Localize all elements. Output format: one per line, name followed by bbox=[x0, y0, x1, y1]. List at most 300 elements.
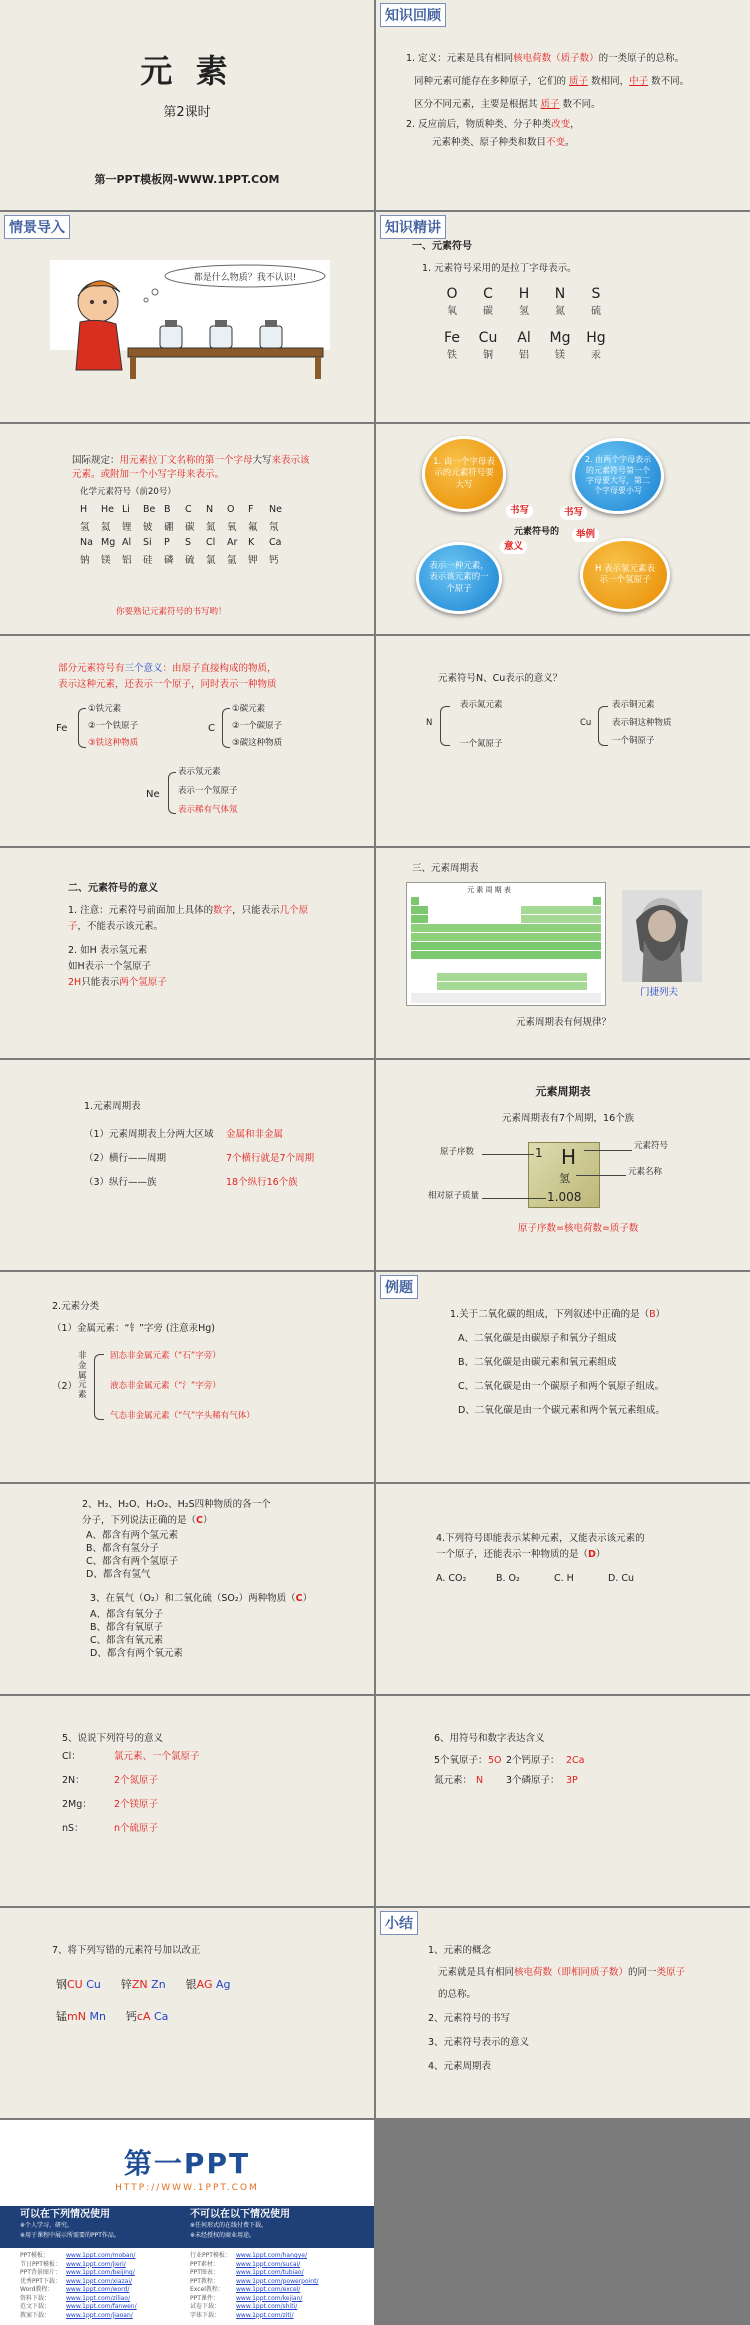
link-url[interactable]: www.1ppt.com/jieri/ bbox=[66, 2260, 126, 2268]
element-symbol: He bbox=[101, 504, 114, 515]
link-url[interactable]: www.1ppt.com/jiaoan/ bbox=[66, 2311, 133, 2319]
cannot-title: 不可以在以下情况使用 bbox=[190, 2209, 290, 2220]
intro-line-2: 表示这种元素，还表示一个原子，同时表示一种物质 bbox=[58, 679, 277, 690]
correct-symbol: Zn bbox=[151, 1978, 166, 1991]
slide-classification bbox=[0, 1272, 374, 1482]
ne-symbol: Ne bbox=[146, 789, 160, 800]
group-label: （3）纵行——族 bbox=[84, 1177, 157, 1188]
summary-def-end: 的总称。 bbox=[438, 1989, 477, 2000]
cl-answer: 氯元素、一个氯原子 bbox=[114, 1751, 200, 1762]
nitrogen-answer: N bbox=[476, 1775, 484, 1786]
link-label: 范文下载： bbox=[20, 2303, 51, 2310]
highlight: 或附加一个小写字母来表示。 bbox=[100, 469, 225, 480]
definition-line bbox=[406, 52, 684, 66]
label-symbol: 元素符号 bbox=[634, 1141, 669, 1151]
answer: C bbox=[295, 1593, 303, 1604]
element-symbol: Ar bbox=[227, 537, 238, 548]
slide-periodic-cell bbox=[376, 1060, 750, 1270]
conservation-line bbox=[432, 136, 575, 150]
slide-brand-ad bbox=[0, 2120, 374, 2325]
nonmetal-brace bbox=[94, 1354, 104, 1420]
link-row bbox=[20, 2252, 360, 2261]
keyword-meaning: 意义 bbox=[500, 540, 527, 554]
gas-nonmetal: 气态非金属元素（“气”字头稀有气体） bbox=[110, 1411, 255, 1421]
element-name: 铍 bbox=[143, 522, 153, 533]
fe-brace bbox=[78, 708, 86, 748]
element-name: 铁 bbox=[447, 350, 457, 361]
text: 国际规定： bbox=[72, 455, 120, 466]
slide-exercise-4 bbox=[376, 1484, 750, 1694]
element-name: 氧 bbox=[447, 306, 457, 317]
ne-meaning-1: 表示氖元素 bbox=[178, 767, 221, 777]
element-name: 锰 bbox=[56, 2010, 67, 2023]
answer-blank: 质子 bbox=[569, 76, 589, 87]
element-name: 钢 bbox=[56, 1978, 67, 1991]
symbol: Mg bbox=[549, 330, 571, 346]
site-footer: 第一PPT模板网-WWW.1PPT.COM bbox=[94, 173, 280, 186]
link-label: PPT素材： bbox=[190, 2260, 219, 2268]
link-url[interactable]: www.1ppt.com/tubiao/ bbox=[236, 2269, 304, 2276]
q4-option-a: A. CO₂ bbox=[436, 1573, 467, 1584]
symbol: Fe bbox=[444, 330, 460, 346]
element-name: 锌 bbox=[120, 1978, 132, 1991]
element-name: 氮 bbox=[206, 522, 216, 533]
q3-option-d: D、都含有两个氧元素 bbox=[90, 1648, 183, 1659]
usage-banner bbox=[0, 2206, 374, 2248]
text: 。 bbox=[565, 137, 575, 148]
oxygen-answer: 5O bbox=[488, 1755, 502, 1766]
fe-meaning-1: ①铁元素 bbox=[88, 704, 122, 714]
summary-2: 2、元素符号的书写 bbox=[428, 2013, 511, 2024]
highlight: 两个氢原子 bbox=[119, 977, 167, 988]
symbol: Al bbox=[517, 330, 531, 346]
link-row bbox=[20, 2269, 360, 2278]
main-title: 元 素 bbox=[140, 52, 234, 90]
q4-option-b: B. O₂ bbox=[496, 1573, 520, 1584]
correction-item bbox=[56, 2008, 106, 2024]
element-name: 硅 bbox=[143, 555, 153, 566]
text: ：由原子直接构成的物质， bbox=[162, 663, 277, 674]
highlight: 子 bbox=[68, 921, 78, 932]
element-symbol: B bbox=[164, 504, 171, 515]
section-head: 一、元素符号 bbox=[412, 241, 472, 252]
label-atomic-mass: 相对原子质量 bbox=[428, 1191, 480, 1201]
link-row bbox=[20, 2278, 360, 2287]
equation: 原子序数=核电荷数=质子数 bbox=[518, 1223, 639, 1234]
liquid-nonmetal: 液态非金属元素（“氵”字旁） bbox=[110, 1381, 221, 1391]
section-tag: 情景导入 bbox=[4, 215, 70, 239]
table-head: 化学元素符号（前20号） bbox=[80, 487, 176, 497]
link-label: 资料下载： bbox=[20, 2294, 51, 2302]
text: 1.关于二氧化碳的组成，下列叙述中正确的是（ bbox=[450, 1309, 650, 1320]
link-url[interactable]: www.1ppt.com/sucai/ bbox=[236, 2260, 301, 2268]
highlight: 2H bbox=[68, 977, 82, 988]
label-name: 元素名称 bbox=[628, 1167, 663, 1177]
region-label: （1）元素周期表上分两大区域 bbox=[84, 1129, 214, 1140]
link-url[interactable]: www.1ppt.com/shiti/ bbox=[236, 2303, 298, 2310]
q4-option-d: D. Cu bbox=[608, 1573, 635, 1584]
rule-line-2 bbox=[72, 468, 224, 482]
correct-symbol: Ag bbox=[216, 1978, 231, 1991]
q2-option-c: C、都含有两个氢原子 bbox=[86, 1556, 179, 1567]
ne-meaning-3: 表示稀有气体氖 bbox=[178, 805, 238, 815]
text: ） bbox=[595, 1549, 606, 1560]
q3-option-b: B、都含有氧原子 bbox=[90, 1622, 164, 1633]
period-value: 7个横行就是7个周期 bbox=[226, 1153, 315, 1164]
slide-symbol-meaning bbox=[0, 848, 374, 1058]
calcium-label: 2个钙原子： bbox=[506, 1755, 560, 1766]
element-name: 镁 bbox=[101, 555, 111, 566]
link-url[interactable]: www.1ppt.com/fanwen/ bbox=[66, 2303, 137, 2310]
c-meaning-1: ①碳元素 bbox=[232, 704, 266, 714]
text: 数相同， bbox=[588, 76, 630, 87]
section-tag: 小结 bbox=[380, 1911, 418, 1935]
element-symbol: P bbox=[164, 537, 170, 548]
text: 只能表示 bbox=[81, 977, 120, 988]
link-url[interactable]: www.1ppt.com/xiazai/ bbox=[66, 2277, 133, 2285]
empty-slot bbox=[376, 2120, 750, 2325]
text: 同种元素可能存在多种原子，它们的 bbox=[414, 76, 570, 87]
nonmetal-label: 非金属元素 bbox=[78, 1351, 87, 1401]
element-name: 氢 bbox=[80, 522, 90, 533]
correct-symbol: Ca bbox=[154, 2010, 169, 2023]
c-brace bbox=[222, 708, 230, 748]
cu-brace bbox=[598, 706, 608, 746]
link-row bbox=[20, 2286, 360, 2295]
phosphorus-answer: 3P bbox=[566, 1775, 578, 1786]
summary-line: 元素周期表有7个周期，16个族 bbox=[502, 1113, 635, 1124]
section-head: 二、元素符号的意义 bbox=[68, 883, 158, 894]
link-label: 试卷下载： bbox=[190, 2303, 221, 2310]
highlight: 不变 bbox=[546, 137, 566, 148]
q3-line bbox=[90, 1592, 312, 1606]
q2-option-a: A、都含有两个氢元素 bbox=[86, 1530, 178, 1541]
element-symbol: O bbox=[227, 504, 235, 515]
highlight: 三个意义 bbox=[124, 663, 163, 674]
element-symbol: H bbox=[80, 504, 88, 515]
correct-symbol: Mn bbox=[89, 2010, 106, 2023]
n-brace bbox=[440, 706, 450, 746]
cu-symbol: Cu bbox=[580, 718, 592, 728]
element-name: 碳 bbox=[185, 522, 195, 533]
cu-meaning-1: 表示铜元素 bbox=[612, 700, 655, 710]
link-label: PPT背景图片： bbox=[20, 2269, 61, 2276]
link-url[interactable]: www.1ppt.com/beijing/ bbox=[66, 2269, 135, 2276]
link-row bbox=[20, 2303, 360, 2312]
link-label: PPT教程： bbox=[190, 2277, 219, 2285]
cell-mass: 1.008 bbox=[547, 1190, 582, 1204]
ns-label: nS： bbox=[62, 1823, 84, 1834]
reaction-line bbox=[406, 118, 580, 132]
phosphorus-label: 3个磷原子： bbox=[506, 1775, 560, 1786]
element-name: 铝 bbox=[519, 350, 529, 361]
section-head: 1.元素周期表 bbox=[84, 1101, 141, 1112]
link-row bbox=[20, 2295, 360, 2304]
subtitle: 第2课时 bbox=[163, 105, 211, 120]
symbol: S bbox=[591, 286, 601, 302]
element-name: 氩 bbox=[227, 555, 237, 566]
note-line-1 bbox=[68, 904, 308, 918]
link-label: 节日PPT模板： bbox=[20, 2260, 61, 2268]
highlight: 核电荷数（质子数） bbox=[513, 53, 599, 64]
period-label: （2）横行——周期 bbox=[84, 1153, 167, 1164]
can-2: ※用于课程中展示所需要的PPT作品。 bbox=[20, 2232, 120, 2239]
element-name: 碳 bbox=[483, 306, 493, 317]
symbol-row-1 bbox=[434, 286, 614, 317]
calcium-answer: 2Ca bbox=[566, 1755, 585, 1766]
q2-line-1: 2、H₂、H₂O、H₂O₂、H₂S四种物质的各一个 bbox=[82, 1499, 271, 1510]
link-label: 优秀PPT下载： bbox=[20, 2277, 61, 2285]
element-name: 锂 bbox=[122, 522, 132, 533]
summary-def bbox=[438, 1966, 685, 1980]
slide-scenario bbox=[0, 212, 374, 422]
wrong-symbol: CU bbox=[67, 1978, 83, 1991]
section-head: 5、说说下列符号的意义 bbox=[62, 1733, 164, 1744]
n-meaning-2: 一个氮原子 bbox=[460, 739, 503, 749]
example-line-2: 如H表示一个氢原子 bbox=[68, 961, 152, 972]
highlight: 核电荷数（即相同质子数） bbox=[514, 1967, 629, 1978]
pointer-atomic-number bbox=[482, 1154, 534, 1155]
section-head: 7、将下列写错的元素符号加以改正 bbox=[52, 1945, 201, 1956]
metal-line: （1）金属元素：“钅”字旁 (注意汞Hg) bbox=[52, 1323, 215, 1334]
element-symbol: Na bbox=[80, 537, 93, 548]
cl-label: Cl： bbox=[62, 1751, 81, 1762]
slide-example-1 bbox=[376, 1272, 750, 1482]
2mg-answer: 2个镁原子 bbox=[114, 1799, 159, 1810]
highlight: 用元素拉丁文名称的第一个字母 bbox=[119, 455, 253, 466]
symbol: C bbox=[483, 286, 493, 302]
slide-title: 元素周期表 bbox=[535, 1085, 591, 1098]
note-line-2 bbox=[68, 920, 163, 934]
element-symbol: S bbox=[185, 537, 192, 548]
slide-exercise-5 bbox=[0, 1696, 374, 1906]
element-name: 钙 bbox=[269, 555, 279, 566]
text: ） bbox=[302, 1593, 313, 1604]
n-symbol: N bbox=[426, 718, 433, 728]
section-head: 6、用符号和数字表达含义 bbox=[434, 1733, 545, 1744]
text: 3、在氧气（O₂）和二氧化硫（SO₂）两种物质（ bbox=[90, 1593, 296, 1604]
cu-meaning-3: 一个铜原子 bbox=[612, 736, 655, 746]
option-a: A、二氧化碳是由碳原子和氧分子组成 bbox=[458, 1333, 617, 1344]
oxygen-label: 5个氧原子： bbox=[434, 1755, 488, 1766]
symbol-row-2 bbox=[434, 330, 614, 361]
slide-n-cu-meaning bbox=[376, 636, 750, 846]
correction-item bbox=[56, 1976, 101, 1992]
element-name: 钾 bbox=[248, 555, 258, 566]
remind-text: 你要熟记元素符号的书写哟！ bbox=[116, 607, 227, 617]
text: 2. 反应前后，物质种类、分子种类 bbox=[406, 119, 552, 130]
highlight: 来表示该 bbox=[271, 455, 310, 466]
element-name: 硫 bbox=[591, 306, 601, 317]
element-symbol: F bbox=[248, 504, 254, 515]
pointer-symbol bbox=[584, 1150, 632, 1151]
link-url[interactable]: www.1ppt.com/kejian/ bbox=[236, 2294, 303, 2302]
section-head: 三、元素周期表 bbox=[412, 863, 479, 874]
element-symbol: C bbox=[185, 504, 192, 515]
summary-1: 1、元素的概念 bbox=[428, 1945, 492, 1956]
n-meaning-1: 表示氮元素 bbox=[460, 700, 503, 710]
table-title: 元 素 周 期 表 bbox=[467, 886, 511, 894]
correction-row-2 bbox=[56, 2008, 168, 2024]
text: ， bbox=[570, 119, 580, 130]
text: 数不同。 bbox=[648, 76, 690, 87]
brand-url: HTTP://WWW.1PPT.COM bbox=[115, 2183, 259, 2193]
element-name: 铝 bbox=[122, 555, 132, 566]
element-name: 镁 bbox=[555, 350, 565, 361]
link-label: 字体下载： bbox=[190, 2311, 221, 2319]
question: 元素周期表有何规律？ bbox=[516, 1017, 612, 1028]
solid-nonmetal: 固态非金属元素（“石”字旁） bbox=[110, 1351, 221, 1361]
brand-logo: 第一PPT bbox=[123, 2147, 251, 2180]
link-url[interactable]: www.1ppt.com/ziliao/ bbox=[66, 2294, 131, 2302]
slide-periodic-table-intro bbox=[376, 848, 750, 1058]
link-url[interactable]: www.1ppt.com/excel/ bbox=[236, 2286, 301, 2293]
q3-option-a: A、都含有氧分子 bbox=[90, 1609, 163, 1620]
correction-item bbox=[186, 1976, 231, 1992]
periodic-table-image bbox=[406, 882, 606, 1006]
isotope-line bbox=[414, 75, 689, 89]
label-atomic-number: 原子序数 bbox=[440, 1147, 475, 1157]
element-name: 氯 bbox=[206, 555, 216, 566]
element-name: 硼 bbox=[164, 522, 174, 533]
keyword-write: 书写 bbox=[506, 504, 533, 518]
latin-line: 1. 元素符号采用的是拉丁字母表示。 bbox=[422, 263, 577, 274]
nitrogen-label: 氮元素： bbox=[434, 1775, 473, 1786]
element-name: 硫 bbox=[185, 555, 195, 566]
text: 1. 定义：元素是具有相同 bbox=[406, 53, 514, 64]
question: 元素符号N、Cu表示的意义？ bbox=[438, 673, 563, 684]
group-value: 18个纵行16个族 bbox=[226, 1177, 298, 1188]
section-tag: 知识回顾 bbox=[380, 3, 446, 27]
highlight: 数字 bbox=[213, 905, 233, 916]
element-name: 银 bbox=[185, 1978, 197, 1991]
correction-item bbox=[126, 2008, 169, 2024]
slide-first-20 bbox=[0, 424, 374, 634]
element-symbol: Ne bbox=[269, 504, 282, 515]
link-row bbox=[20, 2312, 360, 2321]
element-symbol: Si bbox=[143, 537, 152, 548]
element-name: 氢 bbox=[519, 306, 529, 317]
link-url[interactable]: www.1ppt.com/word/ bbox=[66, 2286, 130, 2293]
symbol: N bbox=[554, 286, 566, 302]
bubble-write-rule-1: 1. 由一个字母表示的元素符号要大写 bbox=[422, 436, 506, 512]
ne-meaning-2: 表示一个氖原子 bbox=[178, 786, 238, 796]
text: 的一类原子的总称。 bbox=[598, 53, 685, 64]
center-label: 元素符号的 bbox=[514, 527, 560, 537]
link-label: Word教程： bbox=[20, 2286, 54, 2293]
section-head: 2.元素分类 bbox=[52, 1301, 100, 1312]
link-url[interactable]: www.1ppt.com/moban/ bbox=[66, 2252, 136, 2259]
link-url[interactable]: www.1ppt.com/powerpoint/ bbox=[236, 2277, 319, 2285]
summary-3: 3、元素符号表示的意义 bbox=[428, 2037, 530, 2048]
answer-blank: 中子 bbox=[629, 76, 649, 87]
q4-line-2 bbox=[436, 1548, 605, 1562]
bubble-write-rule-2: 2. 由两个字母表示的元素符号第一个字母要大写，第二个字母要小写 bbox=[572, 438, 664, 514]
q4-option-c: C. H bbox=[554, 1573, 574, 1584]
element-symbol: Al bbox=[122, 537, 132, 548]
keyword-write-2: 书写 bbox=[560, 506, 587, 520]
link-url[interactable]: www.1ppt.com/ziti/ bbox=[236, 2311, 294, 2319]
element-symbol: Ca bbox=[269, 537, 282, 548]
q2-option-d: D、都含有氢气 bbox=[86, 1569, 151, 1580]
can-title: 可以在下列情况使用 bbox=[20, 2209, 110, 2220]
link-url[interactable]: www.1ppt.com/hangye/ bbox=[236, 2252, 307, 2259]
can-1: ※个人学习、研究。 bbox=[20, 2222, 74, 2229]
answer: D bbox=[588, 1549, 596, 1560]
slide-symbols bbox=[376, 212, 750, 422]
cannot-1: ※任何形式的在线付费下载。 bbox=[190, 2222, 268, 2229]
cannot-2: ※未经授权的商业用途。 bbox=[190, 2232, 256, 2239]
pointer-name bbox=[576, 1175, 626, 1176]
link-label: 教案下载： bbox=[20, 2311, 51, 2319]
symbol: O bbox=[446, 286, 458, 302]
c-symbol: C bbox=[208, 723, 215, 734]
highlight: 几个原 bbox=[279, 905, 309, 916]
first-20-table bbox=[80, 504, 290, 566]
pointer-atomic-mass bbox=[482, 1198, 546, 1199]
q2-line-2 bbox=[82, 1514, 213, 1528]
element-name: 钙 bbox=[125, 2010, 137, 2023]
confused-boy-illustration bbox=[50, 262, 330, 380]
cell-symbol: H bbox=[561, 1145, 577, 1169]
link-row bbox=[20, 2261, 360, 2270]
2mg-label: 2Mg： bbox=[62, 1799, 92, 1810]
text: 1. 注意：元素符号前面加上具体的 bbox=[68, 905, 214, 916]
correction-item bbox=[121, 1976, 166, 1992]
wrong-symbol: ZN bbox=[131, 1978, 148, 1991]
answer: C bbox=[196, 1515, 203, 1526]
element-name: 磷 bbox=[164, 555, 174, 566]
option-c: C、二氧化碳是由一个碳原子和两个氧原子组成。 bbox=[458, 1381, 665, 1392]
link-label: 行业PPT模板： bbox=[190, 2252, 231, 2259]
element-name: 氦 bbox=[101, 522, 111, 533]
example-line-3 bbox=[68, 976, 167, 990]
link-label: PPT模板： bbox=[20, 2252, 49, 2259]
example-line-1: 2. 如H 表示氢元素 bbox=[68, 945, 148, 956]
element-symbol: N bbox=[206, 504, 214, 515]
text: 分子，下列说法正确的是（ bbox=[82, 1515, 197, 1526]
text: 区分不同元素，主要是根据其 bbox=[414, 99, 541, 110]
2n-label: 2N： bbox=[62, 1775, 85, 1786]
text: 元素就是具有相同 bbox=[438, 1967, 515, 1978]
answer-blank: 质子 bbox=[540, 99, 560, 110]
slide-exercise-6 bbox=[376, 1696, 750, 1906]
section-tag: 例题 bbox=[380, 1275, 418, 1299]
wrong-symbol: cA bbox=[136, 2010, 151, 2023]
element-symbol: Mg bbox=[101, 537, 116, 548]
symbol: Cu bbox=[478, 330, 498, 346]
rule-line-1 bbox=[72, 454, 310, 468]
distinguish-line bbox=[414, 98, 601, 112]
slide-summary bbox=[376, 1908, 750, 2118]
text: 部分元素符号有 bbox=[58, 663, 125, 674]
question bbox=[450, 1308, 665, 1322]
c-meaning-3: ③碳这种物质 bbox=[232, 738, 283, 748]
slide-exercise-7 bbox=[0, 1908, 374, 2118]
element-name: 氧 bbox=[227, 522, 237, 533]
region-value: 金属和非金属 bbox=[226, 1129, 284, 1140]
summary-4: 4、元素周期表 bbox=[428, 2061, 492, 2072]
slide-three-meanings bbox=[0, 636, 374, 846]
element-name: 汞 bbox=[591, 350, 601, 361]
text: 一个原子，还能表示一种物质的是（ bbox=[436, 1549, 589, 1560]
slide-periodic-structure bbox=[0, 1060, 374, 1270]
fe-symbol: Fe bbox=[56, 723, 68, 734]
fe-meaning-2: ②一个铁原子 bbox=[88, 721, 139, 731]
slide-symbol-meaning-bubbles bbox=[376, 424, 750, 634]
link-label: PPT图表： bbox=[190, 2269, 219, 2276]
slide-title bbox=[0, 0, 374, 210]
